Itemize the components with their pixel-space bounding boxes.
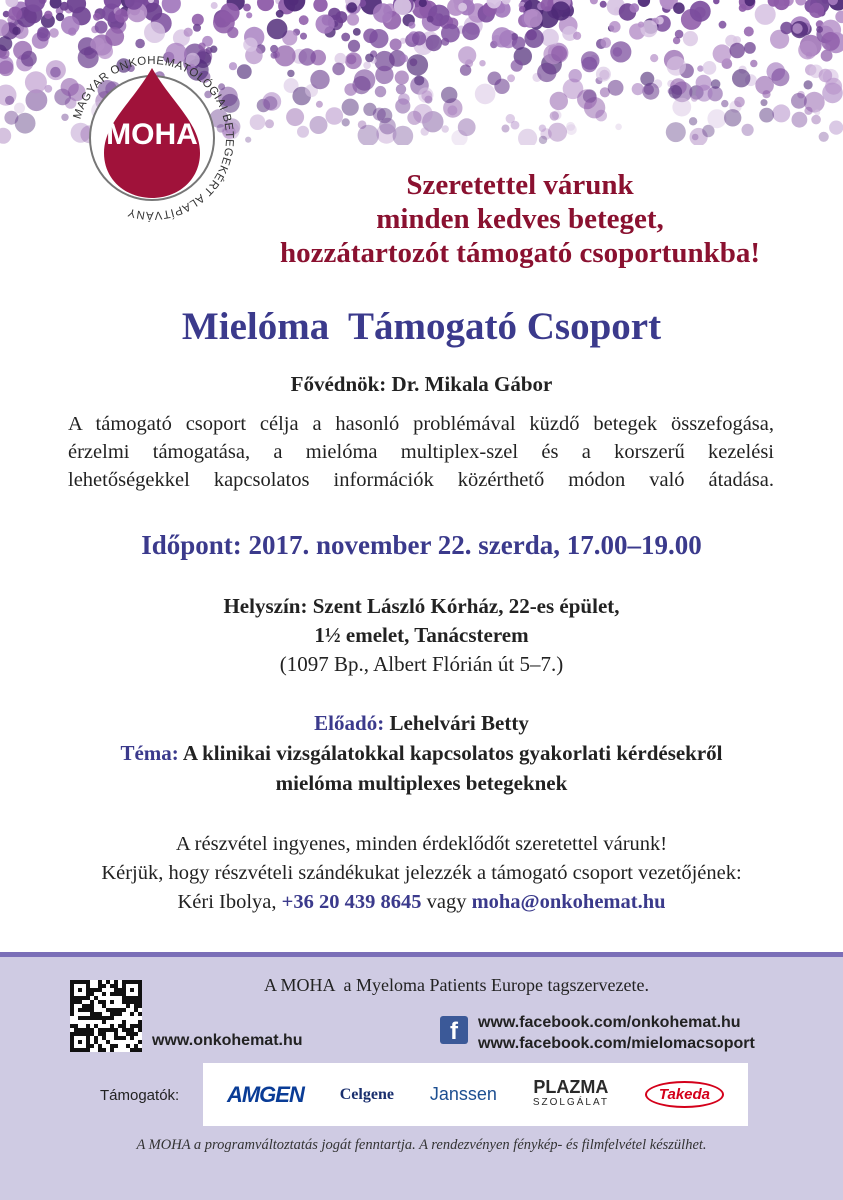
cell-dot xyxy=(115,9,129,23)
cell-dot xyxy=(458,3,467,12)
cell-dot xyxy=(12,27,20,35)
cell-dot xyxy=(792,23,802,33)
facebook-link-2[interactable]: www.facebook.com/mielomacsoport xyxy=(478,1035,755,1052)
cell-dot xyxy=(276,10,284,18)
cell-dot xyxy=(774,0,790,10)
website-link[interactable]: www.onkohemat.hu xyxy=(152,1032,303,1049)
cell-dot xyxy=(25,71,47,93)
cell-dot xyxy=(669,85,683,99)
cell-dot xyxy=(265,119,274,128)
cell-dot xyxy=(286,108,304,126)
cell-dot xyxy=(310,70,329,89)
cell-dot xyxy=(791,93,807,109)
welcome-line-1: Szeretettel várunk xyxy=(406,169,634,201)
cell-dot xyxy=(732,69,750,87)
cell-dot xyxy=(379,118,396,135)
cell-dot xyxy=(610,41,631,62)
cell-dot xyxy=(95,21,108,34)
cell-dot xyxy=(744,42,756,54)
cell-dot xyxy=(829,121,843,135)
cell-dot xyxy=(287,70,294,77)
speaker-name: Lehelvári Betty xyxy=(389,711,529,735)
contact-row xyxy=(0,888,843,917)
cell-dot xyxy=(297,126,309,138)
info-line-2: Kérjük, hogy részvételi szándékukat jelezzék a támogató csoport vezetőjének: xyxy=(101,862,742,884)
cell-dot xyxy=(184,28,193,37)
cell-dot xyxy=(375,86,386,97)
cell-dot xyxy=(772,104,790,122)
cell-dot xyxy=(44,11,52,19)
cell-dot xyxy=(742,124,754,136)
cell-dot xyxy=(672,98,691,117)
cell-dot xyxy=(407,54,428,75)
cell-dot xyxy=(819,132,829,142)
cell-dot xyxy=(761,99,768,106)
cell-dot xyxy=(428,5,450,27)
moha-logo xyxy=(62,48,242,228)
speaker-row xyxy=(0,708,843,738)
cell-dot xyxy=(814,109,820,115)
cell-dot xyxy=(300,33,307,40)
cell-dot xyxy=(600,1,607,8)
cell-dot xyxy=(348,40,360,52)
cell-dot xyxy=(14,103,25,114)
plazma-sub: SZOLGÁLAT xyxy=(532,1096,609,1108)
cell-dot xyxy=(369,29,388,48)
cell-dot xyxy=(267,19,288,40)
cell-dot xyxy=(581,51,600,70)
cell-dot xyxy=(213,12,235,34)
cell-dot xyxy=(50,67,61,78)
cell-dot xyxy=(724,109,741,126)
cell-dot xyxy=(707,109,726,128)
cell-dot xyxy=(609,21,621,33)
cell-dot xyxy=(573,32,581,40)
cell-dot xyxy=(105,27,124,46)
cell-dot xyxy=(398,93,410,105)
cell-dot xyxy=(135,39,145,49)
cell-dot xyxy=(615,124,622,131)
cell-dot xyxy=(344,83,357,96)
cell-dot xyxy=(313,0,327,12)
cell-dot xyxy=(719,21,727,29)
welcome-line-3: hozzátartozót támogató csoportunkba! xyxy=(279,237,761,269)
cell-dot xyxy=(711,79,721,89)
cell-dot xyxy=(809,3,824,18)
description xyxy=(68,410,774,494)
cell-dot xyxy=(744,27,754,37)
cell-dot xyxy=(566,124,577,135)
cell-dot xyxy=(363,62,371,70)
cell-dot xyxy=(375,66,393,84)
cell-dot xyxy=(506,114,515,123)
contact-phone[interactable]: +36 20 439 8645 xyxy=(281,891,422,913)
page-title: Mielóma Támogató Csoport xyxy=(181,305,662,348)
description-line-3: lehetőségekkel kapcsolatos információk közérthető módon való átadása. xyxy=(68,469,774,491)
topic-line-1: A klinikai vizsgálatokkal kapcsolatos gyakorlati kérdésekről xyxy=(182,741,723,765)
cell-dot xyxy=(243,38,257,52)
cell-dot xyxy=(421,127,429,135)
cell-dot xyxy=(299,48,316,65)
qr-code-graphic xyxy=(70,980,142,1052)
patron: Fővédnök: Dr. Mikala Gábor xyxy=(290,372,553,396)
cell-dot xyxy=(21,51,37,67)
cell-dot xyxy=(502,125,510,133)
cell-dot xyxy=(492,27,512,47)
qr-code-icon[interactable] xyxy=(70,980,142,1052)
cell-dot xyxy=(739,4,747,12)
cell-dot xyxy=(250,114,266,130)
moha-logo-graphic xyxy=(62,48,242,228)
cell-dot xyxy=(771,68,789,86)
cell-dot xyxy=(524,29,543,48)
cell-dot xyxy=(816,26,823,33)
cell-dot xyxy=(353,28,361,36)
cell-dot xyxy=(346,54,356,64)
cell-dot xyxy=(511,60,523,72)
cell-dot xyxy=(689,117,697,125)
cell-dot xyxy=(427,16,434,23)
cell-dot xyxy=(821,50,833,62)
cell-dot xyxy=(458,46,476,64)
topic-line-2: mielóma multiplexes betegeknek xyxy=(275,771,568,795)
sponsor-logos xyxy=(203,1063,748,1126)
cell-dot xyxy=(638,22,644,28)
cell-dot xyxy=(551,46,567,62)
cell-dot xyxy=(713,0,719,4)
cell-dot xyxy=(393,126,414,145)
cell-dot xyxy=(550,111,559,120)
topic-row xyxy=(0,738,843,768)
cell-dot xyxy=(342,99,359,116)
location-line-1: Helyszín: Szent László Kórház, 22-es épület, xyxy=(223,594,620,618)
cell-dot xyxy=(524,9,543,28)
contact-or: vagy xyxy=(426,891,467,913)
cell-dot xyxy=(673,2,685,14)
cell-dot xyxy=(759,108,774,123)
facebook-icon: f xyxy=(440,1016,468,1044)
cell-dot xyxy=(4,111,18,125)
cell-dot xyxy=(577,89,597,109)
cell-dot xyxy=(640,72,654,86)
cell-dot xyxy=(396,84,406,94)
cell-dot xyxy=(442,125,449,132)
cell-dot xyxy=(257,0,274,11)
cell-dot xyxy=(441,24,460,43)
cell-dot xyxy=(414,75,424,85)
cell-dot xyxy=(245,137,251,143)
cell-dot xyxy=(825,78,842,95)
cell-dot xyxy=(316,101,323,108)
cell-dot xyxy=(569,69,582,82)
cell-dot xyxy=(326,107,344,125)
cell-dot xyxy=(667,56,686,75)
cell-dot xyxy=(61,16,80,35)
cell-dot xyxy=(408,22,415,29)
cell-dot xyxy=(703,61,717,75)
cell-dot xyxy=(193,24,201,32)
cell-dot xyxy=(507,74,515,82)
facebook-links xyxy=(478,1012,755,1054)
cell-dot xyxy=(755,76,774,95)
cell-dot xyxy=(458,118,476,136)
cell-dot xyxy=(683,31,698,46)
cell-dot xyxy=(551,1,570,20)
celgene-logo: Celgene xyxy=(339,1085,394,1103)
cell-dot xyxy=(342,118,350,126)
speaker-label: Előadó: xyxy=(314,711,385,735)
description-line-2: érzelmi támogatása, a mielóma multiplex-szel és a korszerű kezelési xyxy=(68,441,774,463)
cell-dot xyxy=(780,22,792,34)
cell-dot xyxy=(271,52,278,59)
logo-ring-text: MAGYAR ONKOHEMATOLÓGIAI BETEGEKÉRT ALAPÍTVÁNY xyxy=(71,54,236,222)
cell-dot xyxy=(390,39,402,51)
cell-dot xyxy=(550,92,568,110)
cell-dot xyxy=(666,122,686,142)
cell-dot xyxy=(691,95,698,102)
cell-dot xyxy=(804,107,812,115)
contact-email[interactable]: moha@onkohemat.hu xyxy=(471,891,666,913)
cell-dot xyxy=(341,33,350,42)
logo-abbr: MOHA xyxy=(106,118,198,151)
cell-dot xyxy=(596,67,611,82)
cell-dot xyxy=(5,96,14,105)
cell-dot xyxy=(347,13,359,25)
cell-dot xyxy=(412,31,426,45)
contact-name: Kéri Ibolya, xyxy=(177,891,277,913)
cell-dot xyxy=(750,60,757,67)
cell-dot xyxy=(93,13,101,21)
cell-dot xyxy=(630,3,640,13)
cell-dot xyxy=(49,28,59,38)
cell-dot xyxy=(462,22,480,40)
amgen-logo: AMGEN xyxy=(226,1081,304,1107)
cell-dot xyxy=(395,71,409,85)
cell-dot xyxy=(460,64,471,75)
event-time: Időpont: 2017. november 22. szerda, 17.00–19.00 xyxy=(141,530,702,560)
cell-dot xyxy=(713,44,732,63)
cell-dot xyxy=(539,136,547,144)
janssen-logo: Janssen xyxy=(429,1084,497,1104)
cell-dot xyxy=(373,3,393,23)
topic-label: Téma: xyxy=(120,741,179,765)
cell-dot xyxy=(347,2,357,12)
cell-dot xyxy=(644,85,654,95)
description-line-1: A támogató csoport célja a hasonló problémával küzdő betegek összefogása, xyxy=(68,413,774,435)
disclaimer: A MOHA a programváltoztatás jogát fenntartja. A rendezvényen fénykép- és filmfelvétel készülhet. xyxy=(136,1137,707,1153)
cell-dot xyxy=(365,54,374,63)
cell-dot xyxy=(494,79,509,94)
cell-dot xyxy=(479,60,485,66)
cell-dot xyxy=(804,80,813,89)
cell-dot xyxy=(447,105,457,115)
cell-dot xyxy=(608,80,624,96)
membership-note: A MOHA a Myeloma Patients Europe tagszervezete. xyxy=(264,975,649,995)
cell-dot xyxy=(299,15,309,25)
facebook-link-1[interactable]: www.facebook.com/onkohemat.hu xyxy=(478,1014,741,1031)
sponsors-label: Támogatók: xyxy=(100,1087,180,1104)
takeda-logo: Takeda xyxy=(645,1081,724,1108)
cell-dot xyxy=(0,128,11,144)
welcome-line-2: minden kedves beteget, xyxy=(376,203,664,235)
cell-dot xyxy=(811,115,821,125)
cell-dot xyxy=(421,90,432,101)
cell-dot xyxy=(734,97,745,108)
cell-dot xyxy=(144,22,165,43)
cell-dot xyxy=(692,134,699,141)
cell-dot xyxy=(332,63,345,76)
cell-dot xyxy=(262,92,281,111)
plazma-logo xyxy=(532,1076,609,1111)
cell-dot xyxy=(310,116,328,134)
welcome-message xyxy=(240,168,800,270)
cell-dot xyxy=(316,15,335,34)
registration-info xyxy=(0,830,843,917)
cell-dot xyxy=(590,0,598,4)
cell-dot xyxy=(275,45,296,66)
cell-dot xyxy=(690,1,711,22)
cell-dot xyxy=(426,35,442,51)
cell-dot xyxy=(8,7,22,21)
cell-dot xyxy=(162,0,181,13)
cell-dot xyxy=(675,30,684,39)
cell-dot xyxy=(835,10,843,23)
cell-dot xyxy=(721,100,728,107)
cell-dot xyxy=(400,54,408,62)
cell-dot xyxy=(798,41,817,60)
cell-dot xyxy=(246,12,252,18)
cell-dot xyxy=(537,63,556,82)
cell-dot xyxy=(792,112,808,128)
location-line-2: 1½ emelet, Tanácsterem xyxy=(314,623,529,647)
location-address: (1097 Bp., Albert Flórián út 5–7.) xyxy=(279,652,564,676)
cell-dot xyxy=(211,2,218,9)
cell-dot xyxy=(475,84,496,105)
cell-dot xyxy=(441,87,457,103)
speaker-section xyxy=(0,708,843,798)
cell-dot xyxy=(632,83,644,95)
cell-dot xyxy=(37,27,49,39)
cell-dot xyxy=(407,111,421,125)
cell-dot xyxy=(696,75,712,91)
plazma-name: PLAZMA xyxy=(533,1076,609,1097)
cell-dot xyxy=(650,54,658,62)
cell-dot xyxy=(519,6,525,12)
cell-dot xyxy=(755,4,776,25)
cell-dot xyxy=(601,37,612,48)
event-location xyxy=(0,592,843,679)
cell-dot xyxy=(821,32,840,51)
cell-dot xyxy=(638,0,650,7)
info-line-1: A részvétel ingyenes, minden érdeklődőt szeretettel várunk! xyxy=(175,833,668,855)
cell-dot xyxy=(518,129,537,145)
cell-dot xyxy=(730,43,745,58)
cell-dot xyxy=(548,123,567,142)
